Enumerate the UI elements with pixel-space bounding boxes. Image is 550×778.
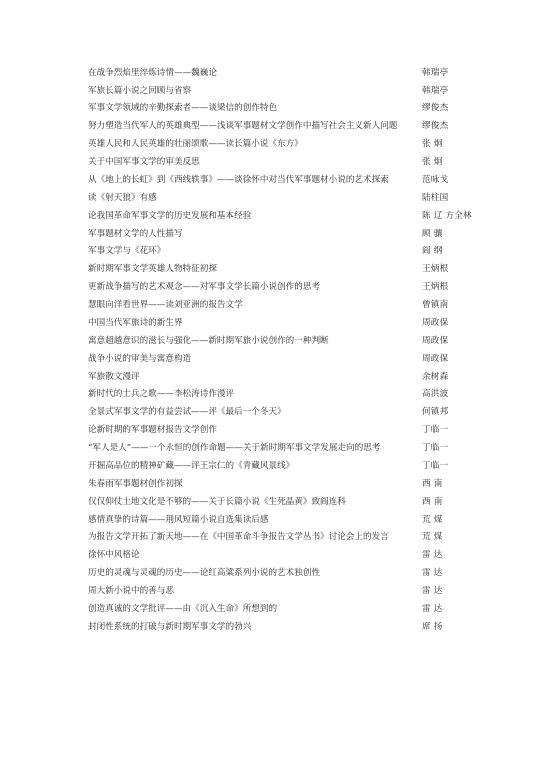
toc-entry <box>88 207 483 225</box>
toc-entry <box>88 457 483 475</box>
entry-title: 军事文学领域的辛勤探索者——谈梁信的创作特色 <box>88 103 278 114</box>
entry-title: 寓意超越意识的滋长与强化——新时期军旅小说创作的一种判断 <box>88 335 329 346</box>
entry-author: 余树森 <box>422 371 449 382</box>
entry-author: 雷 达 <box>422 586 443 597</box>
entry-author: 雷 达 <box>422 550 443 561</box>
entry-title: 朱春雨军事题材创作初探 <box>88 478 183 489</box>
toc-entry <box>88 529 483 547</box>
entry-author: 王炳根 <box>422 282 449 293</box>
toc-entry <box>88 404 483 422</box>
toc-entry <box>88 618 483 636</box>
entry-title: 论新时期的军事题材报告文学创作 <box>88 425 217 436</box>
entry-author: 韩瑞亭 <box>422 85 449 96</box>
entry-title: 新时代的士兵之歌——李松涛诗作漫评 <box>88 389 235 400</box>
entry-author: 范咏戈 <box>422 174 449 185</box>
entry-title: 关于中国军事文学的审美反思 <box>88 157 200 168</box>
toc-entry <box>88 100 483 118</box>
entry-author: 韩瑞亭 <box>422 67 449 78</box>
entry-author: 荒 煤 <box>422 514 443 525</box>
toc-entry <box>88 600 483 618</box>
entry-title: 感情真挚的诗篇——荆风短篇小说自选集读后感 <box>88 514 269 525</box>
entry-author: 西 南 <box>422 496 443 507</box>
toc-entry <box>88 439 483 457</box>
entry-author: 丁临一 <box>422 425 449 436</box>
toc-entry <box>88 475 483 493</box>
entry-author: 顾 骧 <box>422 228 443 239</box>
toc-entry <box>88 243 483 261</box>
toc-entry <box>88 350 483 368</box>
entry-author: 张 炯 <box>422 139 443 150</box>
entry-title: 慧眼向洋看世界——读刘亚洲的报告文学 <box>88 300 243 311</box>
toc-entry <box>88 64 483 82</box>
entry-author: 西 南 <box>422 478 443 489</box>
entry-author: 丁临一 <box>422 460 449 471</box>
entry-title: “军人是人”——一个永恒的创作命题——关于新时期军事文学发展走向的思考 <box>88 443 381 454</box>
entry-title: 历史的灵魂与灵魂的历史——论红高粱系列小说的艺术独创性 <box>88 568 321 579</box>
entry-title: 新时期军事文学英雄人物特征初探 <box>88 264 217 275</box>
entry-title: 论我国革命军事文学的历史发展和基本经验 <box>88 210 252 221</box>
entry-author: 雷 达 <box>422 568 443 579</box>
entry-title: 努力塑造当代军人的英雄典型——浅谈军事题材文学创作中描写社会主义新人问题 <box>88 121 398 132</box>
toc-entry <box>88 386 483 404</box>
table-of-contents <box>88 64 483 636</box>
entry-title: 全景式军事文学的有益尝试——评《最后一个冬天》 <box>88 407 286 418</box>
entry-title: 徐怀中风格论 <box>88 550 140 561</box>
entry-author: 王炳根 <box>422 264 449 275</box>
entry-title: 在战争烈焰里淬炼诗情——魏巍论 <box>88 67 217 78</box>
entry-author: 高洪波 <box>422 389 449 400</box>
entry-title: 开掘高品位的精神矿藏——评王宗仁的《青藏风景线》 <box>88 460 295 471</box>
toc-entry <box>88 332 483 350</box>
entry-title: 英雄人民和人民英雄的壮丽颂歌——读长篇小说《东方》 <box>88 139 303 150</box>
entry-title: 军事文学与《花环》 <box>88 246 166 257</box>
toc-entry <box>88 118 483 136</box>
entry-author: 雷 达 <box>422 603 443 614</box>
toc-entry <box>88 225 483 243</box>
entry-author: 陆柱国 <box>422 192 449 203</box>
toc-entry <box>88 314 483 332</box>
entry-title: 仅仅仰仗土地文化是不够的——关于长篇小说《生死晶黄》致阎连科 <box>88 496 346 507</box>
toc-entry <box>88 422 483 440</box>
toc-entry <box>88 493 483 511</box>
entry-title: 周大新小说中的善与恶 <box>88 586 174 597</box>
entry-author: 周政保 <box>422 335 449 346</box>
toc-entry <box>88 582 483 600</box>
toc-entry <box>88 189 483 207</box>
toc-entry <box>88 82 483 100</box>
entry-author: 曾镇南 <box>422 300 449 311</box>
toc-entry <box>88 368 483 386</box>
entry-author: 何镇邦 <box>422 407 449 418</box>
entry-author: 周政保 <box>422 317 449 328</box>
entry-title: 军旅散文漫评 <box>88 371 140 382</box>
entry-title: 战争小说的审美与寓意构造 <box>88 353 192 364</box>
entry-author: 陈 辽 方全林 <box>422 210 472 221</box>
entry-title: 军旅长篇小说之回顾与省察 <box>88 85 192 96</box>
entry-author: 张 炯 <box>422 157 443 168</box>
toc-entry <box>88 511 483 529</box>
entry-title: 中国当代军旅诗的新生界 <box>88 317 183 328</box>
toc-entry <box>88 296 483 314</box>
entry-author: 缪俊杰 <box>422 121 449 132</box>
entry-author: 周政保 <box>422 353 449 364</box>
entry-author: 荒 煤 <box>422 532 443 543</box>
toc-entry <box>88 153 483 171</box>
toc-entry <box>88 261 483 279</box>
entry-author: 席 扬 <box>422 621 443 632</box>
entry-author: 缪俊杰 <box>422 103 449 114</box>
entry-title: 创造真诚的文学批评——由《沉入生命》所想到的 <box>88 603 278 614</box>
toc-entry <box>88 171 483 189</box>
toc-entry <box>88 565 483 583</box>
entry-title: 封闭性系统的打破与新时期军事文学的勃兴 <box>88 621 252 632</box>
entry-title: 从《地上的长虹》到《西线轶事》——谈徐怀中对当代军事题材小说的艺术探索 <box>88 174 389 185</box>
entry-title: 读《射天狼》有感 <box>88 192 157 203</box>
toc-entry <box>88 547 483 565</box>
entry-author: 阎 纲 <box>422 246 443 257</box>
toc-entry <box>88 136 483 154</box>
entry-title: 军事题材文学的人性描写 <box>88 228 183 239</box>
entry-title: 更新战争描写的艺术观念——对军事文学长篇小说创作的思考 <box>88 282 321 293</box>
toc-entry <box>88 279 483 297</box>
entry-title: 为报告文学开拓了新天地——在《中国革命斗争报告文学丛书》讨论会上的发言 <box>88 532 389 543</box>
entry-author: 丁临一 <box>422 443 449 454</box>
